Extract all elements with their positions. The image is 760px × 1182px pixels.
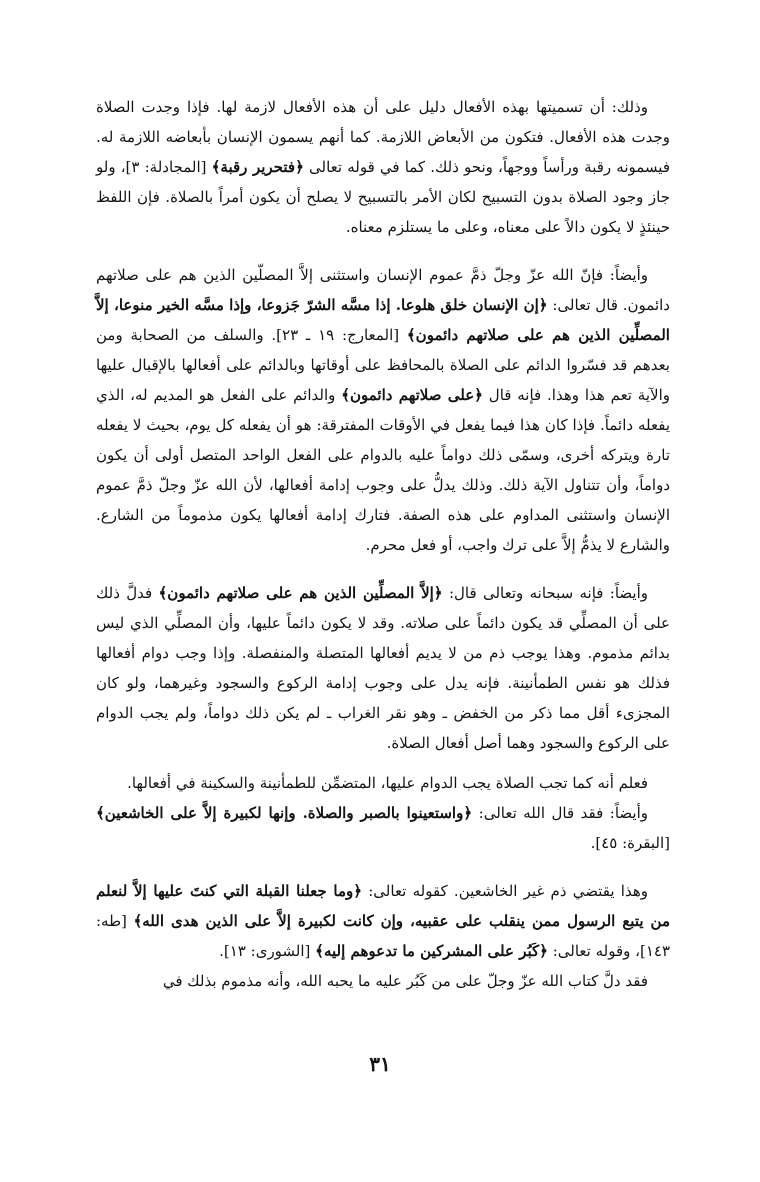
paragraph-6: [96, 876, 670, 966]
text-segment: وأيضاً: فإنّ الله عزّ وجلّ ذمَّ عموم الإنسان واستثنى إلاَّ المصلّين الذين هم على صلاتهم دائمون. قال تعالى:: [96, 266, 670, 314]
paragraph-4: [96, 768, 670, 798]
paragraph-7: [96, 966, 670, 996]
quran-quote: ﴿واستعينوا بالصبر والصلاة. وإنها لكبيرة إلاَّ على الخاشعين﴾: [96, 804, 473, 822]
text-segment: فعلم أنه كما تجب الصلاة يجب الدوام عليها، المتضمِّن للطمأنينة والسكينة في أفعالها.: [127, 774, 648, 792]
quran-quote: ﴿إلاَّ المصلِّين الذين هم على صلاتهم دائمون﴾: [158, 584, 443, 602]
text-segment: [المعارج: ١٩ ـ ٢٣]. والسلف من الصحابة ومن بعدهم قد فسّروا الدائم على الصلاة بالمحافظ على أوقاتها وبالدائم على أفعالها بالإقبال عليها والآية تعم هذا وهذا. فإنه قال: [96, 326, 670, 404]
text-segment: فدلَّ ذلك على أن المصلِّي قد يكون دائماً على صلاته. وقد لا يكون دائماً عليها، وأن المصلِّي الذي ليس بدائم مذموم. وهذا يوجب ذم من لا يديم أفعالها المتصلة والمنفصلة. وإذا وجب دوام أفعالها فذلك هو نفس الطمأنينة. فإنه يدل على وجوب إدامة الركوع والسجود وغيرهما، ولو كان المجزىء أقل مما ذكر من الخفض ـ وهو نقر الغراب ـ لم يكن ذلك دواماً، ولم يجب الدوام على الركوع والسجود وهما أصل أفعال الصلاة.: [96, 584, 670, 752]
page-number: ٣١: [369, 1052, 391, 1076]
paragraph-2: [96, 260, 670, 560]
text-segment: وذلك: أن تسميتها بهذه الأفعال دليل على أن هذه الأفعال لازمة لها. فإذا وجدت الصلاة وجدت هذه الأفعال. فتكون من الأبعاض اللازمة. كما أنهم يسمون الإنسان بأبعاضه اللازمة له. فيسمونه رقبة ورأساً ووجهاً، ونحو ذلك. كما في قوله تعالى: [96, 98, 670, 176]
quran-quote: ﴿وما جعلنا القبلة التي كنتَ عليها إلاَّ لنعلم من يتبع الرسول ممن ينقلب على عقبيه، وإن كانت لكبيرة إلاَّ على الذين هدى الله﴾: [96, 882, 671, 930]
text-segment: وأيضاً: فقد قال الله تعالى:: [472, 804, 649, 822]
paragraph-1: [96, 92, 670, 242]
paragraph-5: [96, 798, 670, 858]
text-segment: والدائم على الفعل هو المديم له، الذي يفعله دائماً. فإذا كان هذا فيما يفعل في الأوقات المفترقة: هو أن يفعله كل يوم، بحيث لا يفعله تارة ويتركه أخرى، وسمّى ذلك دواماً عليه بالدوام على الفعل الواحد المتصل أولى أن يكون دواماً، وأن تتناول الآية ذلك. وذلك يدلُّ على وجوب إدامة أفعالها، لأن الله عزّ وجلّ ذمَّ عموم الإنسان واستثنى المداوم على هذه الصفة. فتارك إدامة أفعالها يكون مذموماً من الشارع. والشارع لا يذمُّ إلاَّ على ترك واجب، أو فعل محرم.: [96, 386, 670, 554]
text-segment: [طه: ١٤٣]، وقوله تعالى:: [96, 912, 670, 960]
text-segment: [البقرة: ٤٥].: [590, 834, 670, 852]
text-segment: فقد دلَّ كتاب الله عزّ وجلّ على من كَبُر عليه ما يحبه الله، وأنه مذموم بذلك في: [162, 972, 648, 990]
text-segment: وأيضاً: فإنه سبحانه وتعالى قال:: [442, 584, 649, 602]
quran-quote: ﴿على صلاتهم دائمون﴾: [341, 386, 483, 404]
quran-quote: ﴿إن الإنسان خلق هلوعا. إذا مسَّه الشرّ جَزوعا، وإذا مسَّه الخير منوعا، إلاَّ المصلِّين الذين هم على صلاتهم دائمون﴾: [96, 296, 670, 344]
text-segment: [المجادلة: ٣]، ولو جاز وجود الصلاة بدون التسبيح لكان الأمر بالتسبيح لا يصلح أن يكون أمراً بالصلاة. فإن اللفظ حينئذٍ لا يكون دالاً على معناه، وعلى ما يستلزم معناه.: [96, 158, 670, 236]
quran-quote: ﴿كَبُر على المشركين ما تدعوهم إليه﴾: [315, 942, 548, 960]
text-segment: [الشورى: ١٣].: [219, 942, 316, 960]
page-body: [96, 92, 670, 996]
paragraph-3: [96, 578, 670, 758]
quran-quote: ﴿فتحرير رقبة﴾: [211, 158, 304, 176]
text-segment: وهذا يقتضي ذم غير الخاشعين. كقوله تعالى:: [362, 882, 648, 900]
